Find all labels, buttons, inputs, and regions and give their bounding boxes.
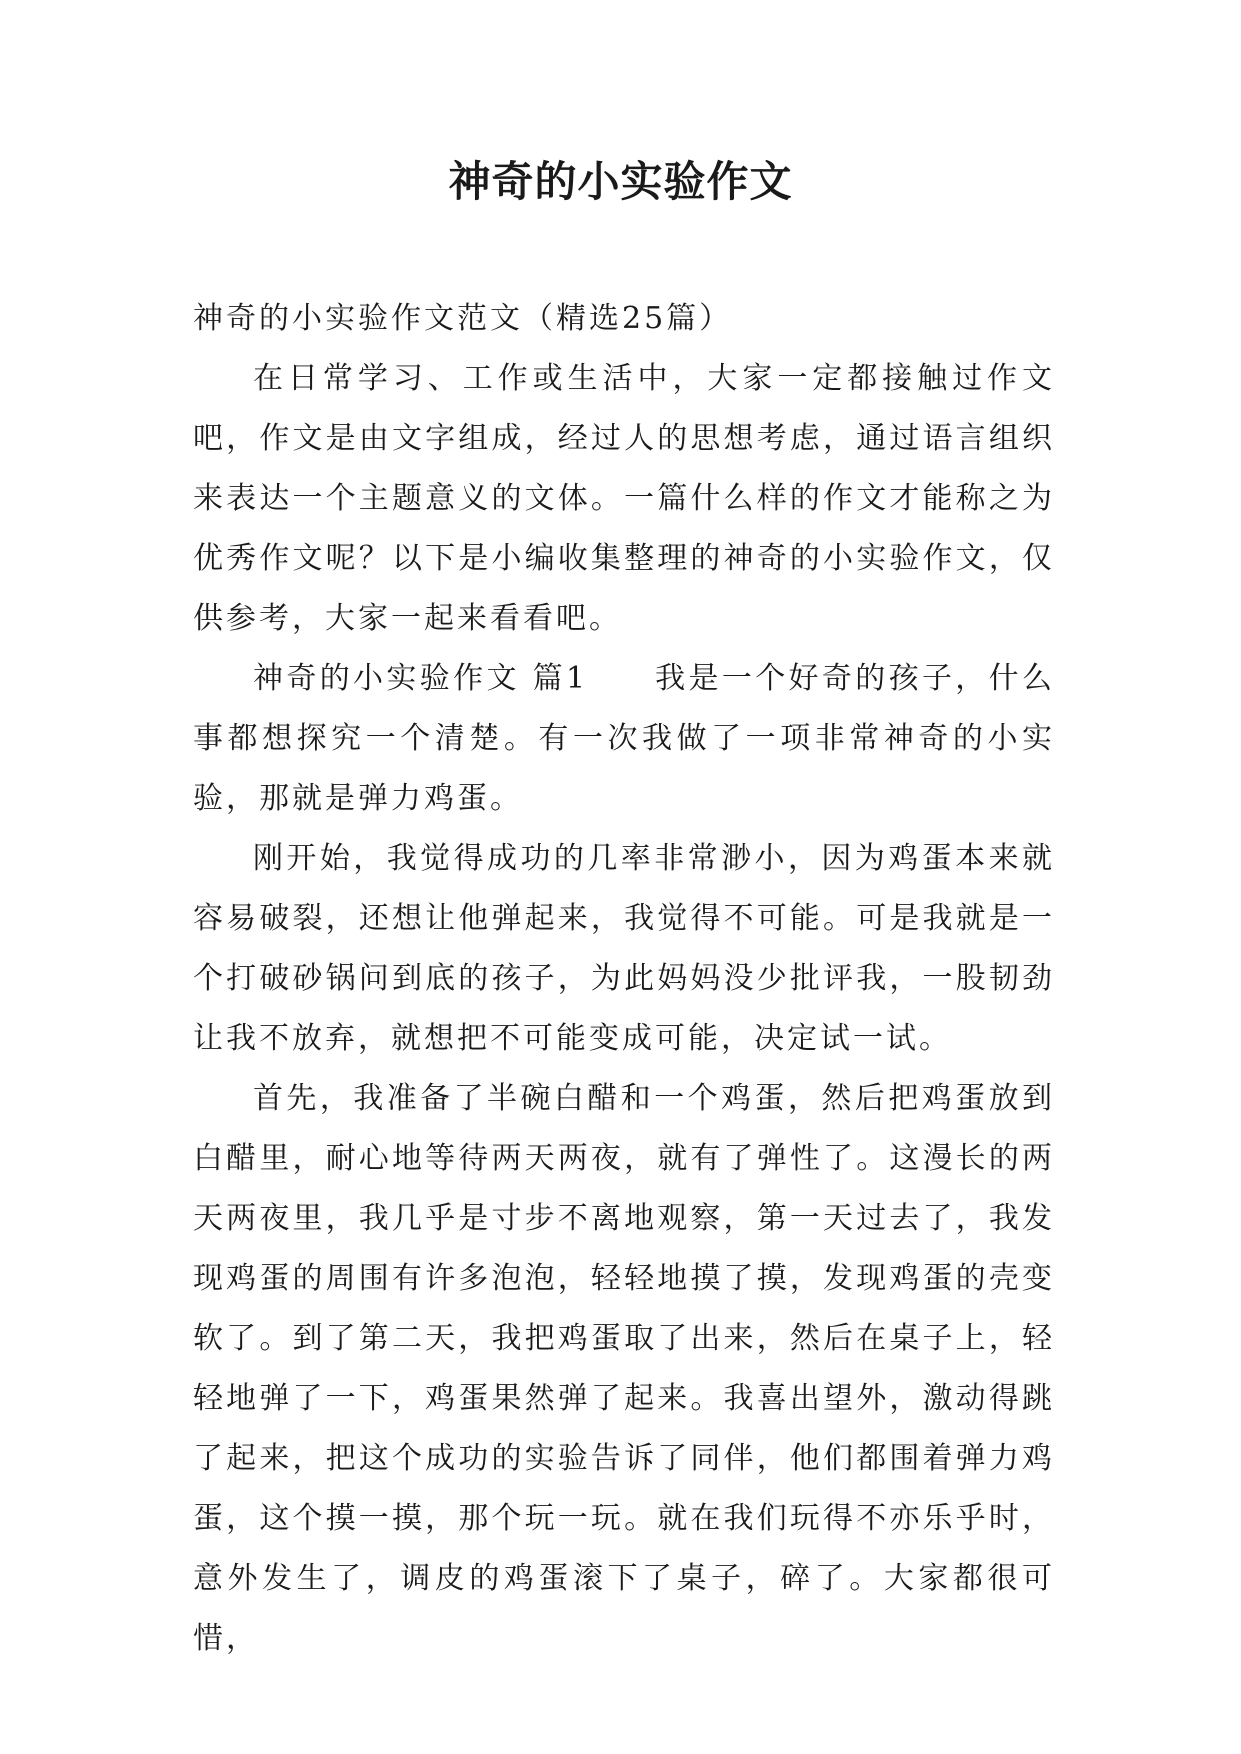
document-title: 神奇的小实验作文 xyxy=(448,157,793,206)
paragraph-intro: 在日常学习、工作或生活中，大家一定都接触过作文吧，作文是由文字组成，经过人的思想考虑，通过语言组织来表达一个主题意义的文体。一篇什么样的作文才能称之为优秀作文呢？以下是小编收集整理的神奇的小实验作文，仅供参考，大家一起来看看吧。 xyxy=(193,361,1055,636)
paragraph-essay-1-experiment: 首先，我准备了半碗白醋和一个鸡蛋，然后把鸡蛋放到白醋里，耐心地等待两天两夜，就有了弹性了。这漫长的两天两夜里，我几乎是寸步不离地观察，第一天过去了，我发现鸡蛋的周围有许多泡泡，轻轻地摸了摸，发现鸡蛋的壳变软了。到了第二天，我把鸡蛋取了出来，然后在桌子上，轻轻地弹了一下，鸡蛋果然弹了起来。我喜出望外，激动得跳了起来，把这个成功的实验告诉了同伴，他们都围着弹力鸡蛋，这个摸一摸，那个玩一玩。就在我们玩得不亦乐乎时，意外发生了，调皮的鸡蛋滚下了桌子，碎了。大家都很可惜， xyxy=(193,1081,1055,1656)
document-body xyxy=(193,289,1055,1669)
paragraph-essay-1-doubt: 刚开始，我觉得成功的几率非常渺小，因为鸡蛋本来就容易破裂，还想让他弹起来，我觉得不可能。可是我就是一个打破砂锅问到底的孩子，为此妈妈没少批评我，一股韧劲让我不放弃，就想把不可能变成可能，决定试一试。 xyxy=(193,841,1055,1056)
document-subtitle: 神奇的小实验作文范文（精选25篇） xyxy=(193,301,733,336)
paragraph-essay-1-opening: 神奇的小实验作文 篇1 我是一个好奇的孩子，什么事都想探究一个清楚。有一次我做了一项非常神奇的小实验，那就是弹力鸡蛋。 xyxy=(193,661,1055,816)
